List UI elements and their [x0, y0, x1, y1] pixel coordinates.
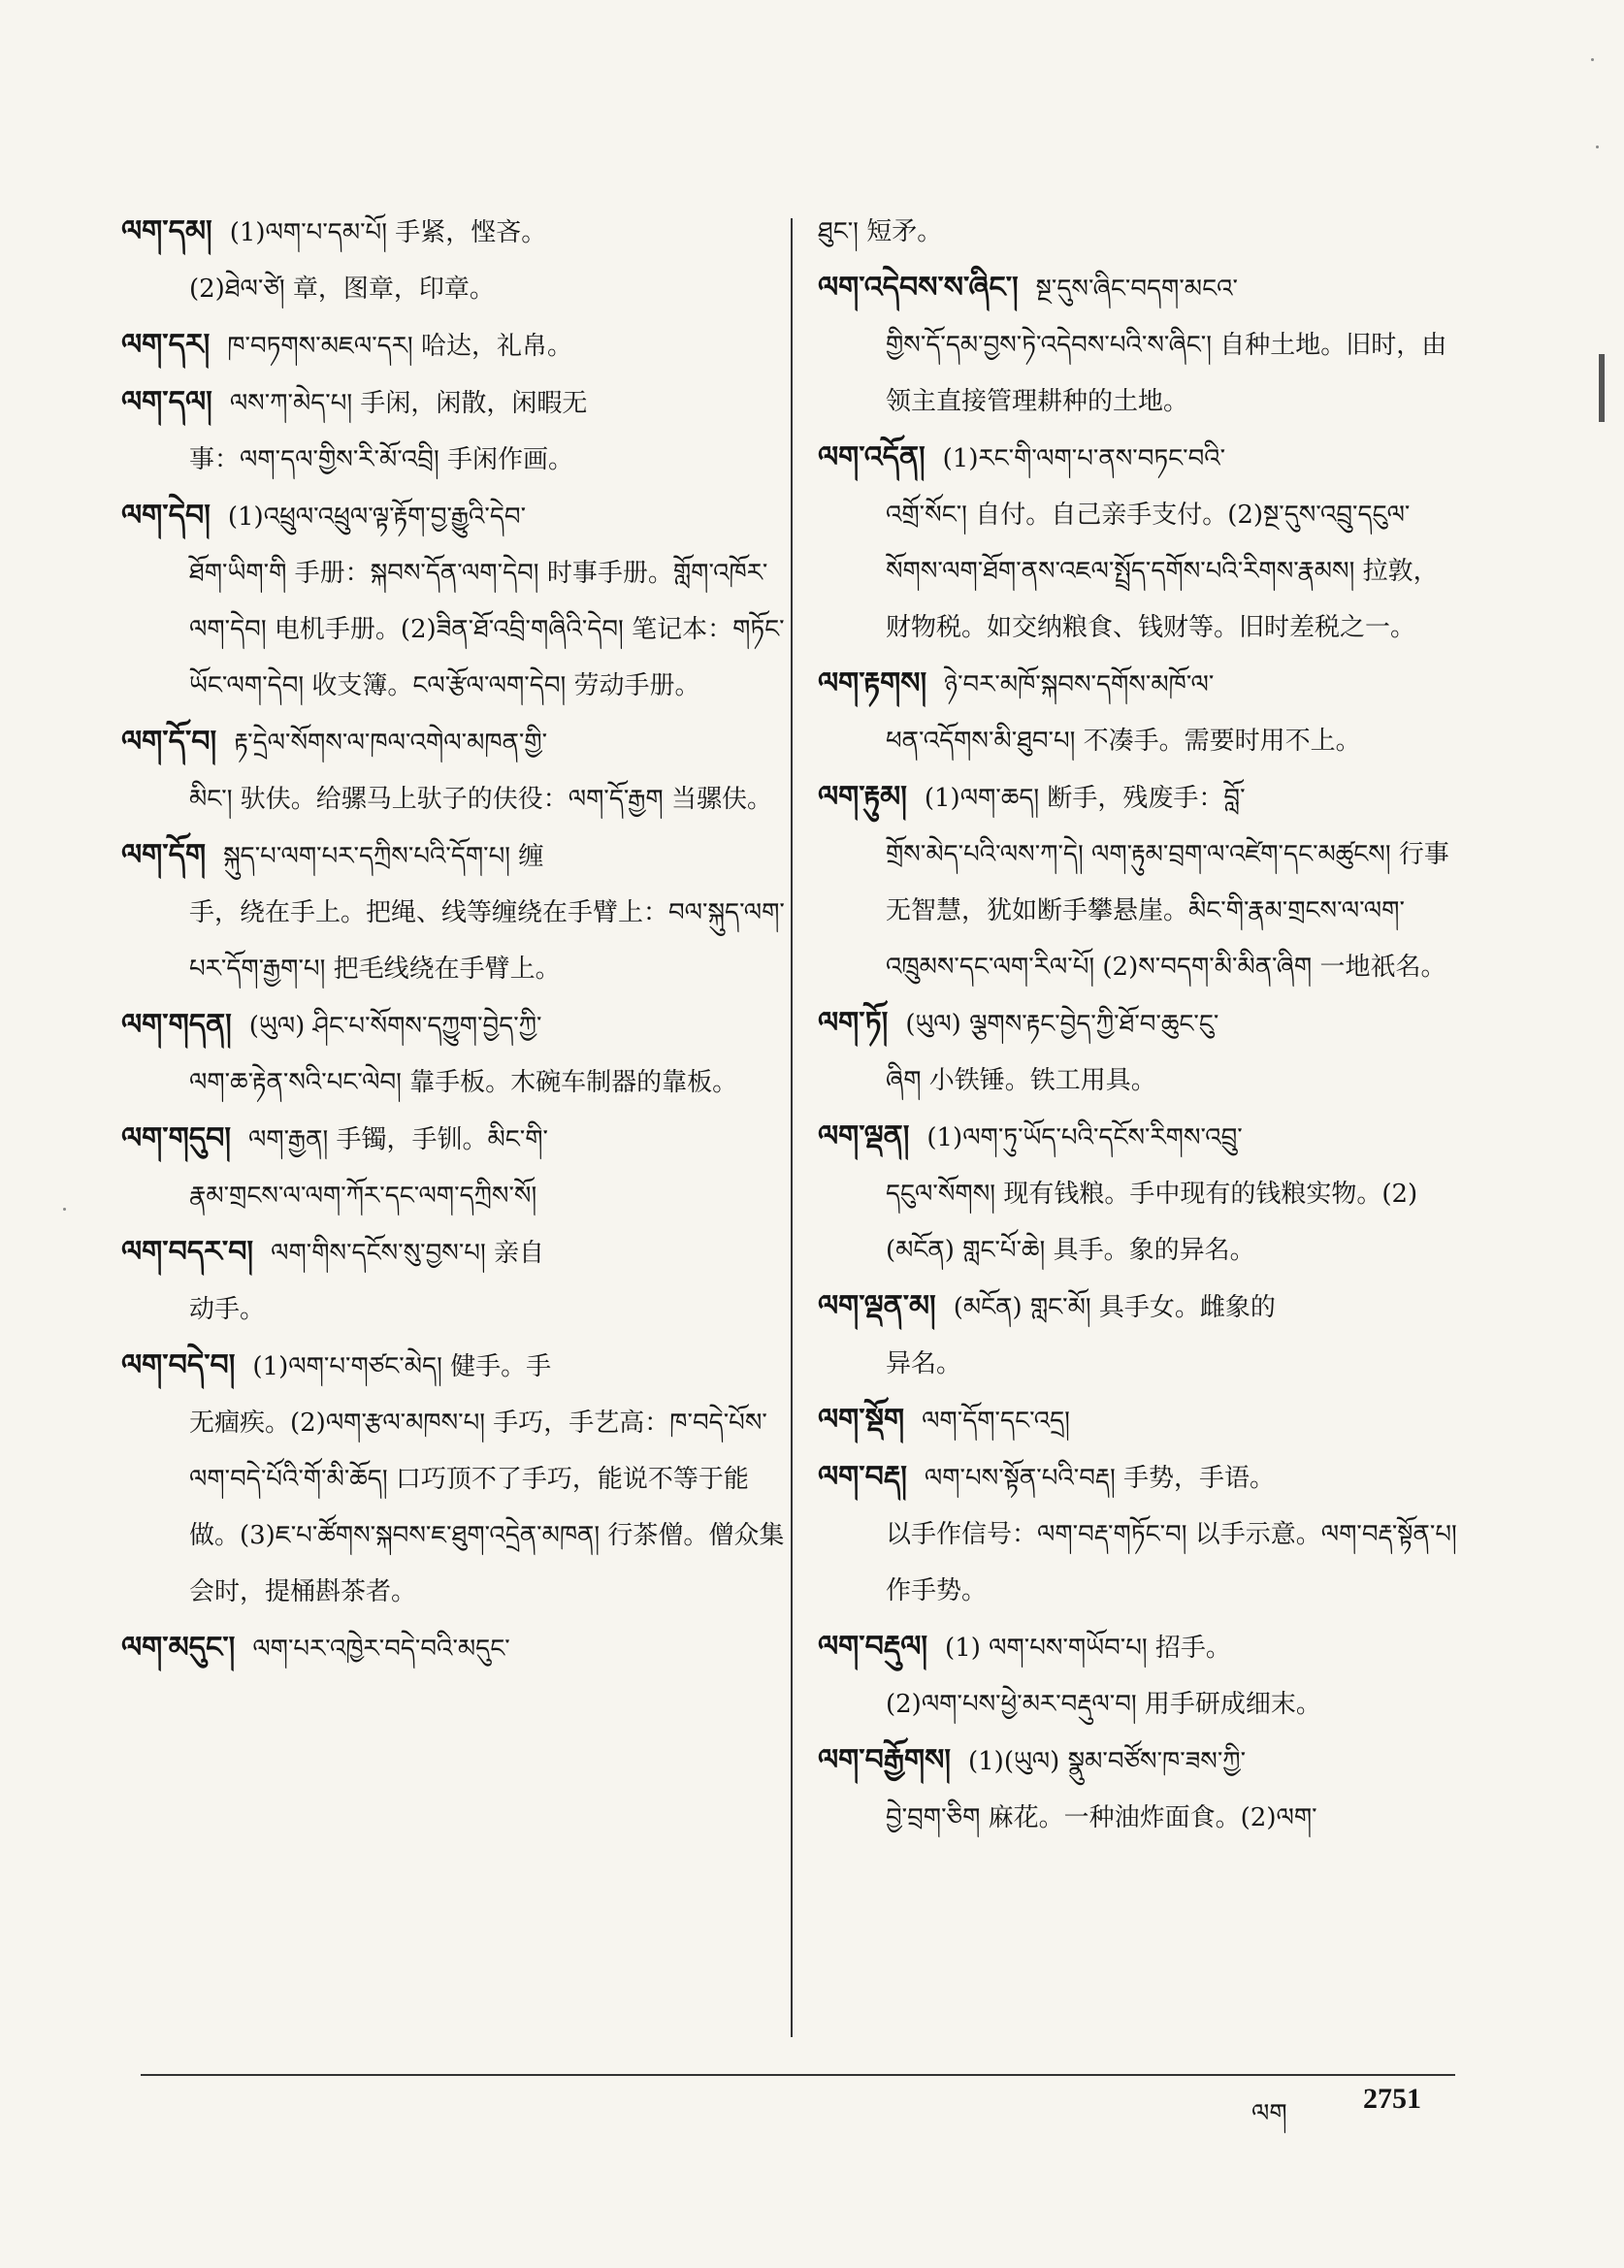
entry-headword: ལག་འདེབས་ས་ཞིང་།: [818, 271, 1019, 305]
entry-continuation: བྱེ་བྲག་ཅིག 麻花。一种油炸面食。(2)ལག་: [886, 1803, 1317, 1832]
entry-definition: ལས་ཀ་མེད་པ། 手闲，闲散，闲暇无: [229, 389, 588, 418]
right-column: [818, 204, 1458, 1846]
entry-definition: (1)རང་གི་ལག་པ་ནས་བཏང་བའི་: [942, 444, 1226, 473]
entry-headword: ལག་འདོན།: [818, 440, 926, 474]
entry-continuation: ལག་ཆ་རྟེན་སའི་པང་ལེབ། 靠手板。木碗车制器的靠板。: [189, 1068, 738, 1097]
entry-continuation: 以手作信号：ལག་བརྡ་གཏོང་བ། 以手示意。ལག་བརྡ་སྟོན་པ། 作手势。: [886, 1520, 1457, 1605]
entry-definition: རྟ་དྲེལ་སོགས་ལ་ཁལ་འགེལ་མཁན་གྱི་: [234, 729, 548, 758]
margin-tab-mark: [1599, 354, 1605, 422]
entry-continuation: འགྲོ་སོང་། 自付。自己亲手支付。(2)སྔ་དུས་འབྲུ་དངུལ་སོགས་ལག་ཐོག་ནས་འཇལ་སྤྲོད་དགོས་པའི་རིགས་རྣམས། 拉敦，财物税。如交纳粮食、钱财等。旧时差税之一。: [886, 501, 1439, 642]
dictionary-entry: [818, 656, 1458, 769]
dictionary-entry: [818, 430, 1458, 656]
column-divider: [791, 218, 793, 2037]
entry-definition: (1)ལག་པ་དམ་པོ། 手紧，悭吝。: [229, 218, 547, 247]
entry-definition: ལག་རྒྱན། 手镯，手钏。མིང་གི་: [247, 1125, 548, 1154]
entry-continuation: མིང་། 驮伕。给骡马上驮子的伕役：ལག་དོ་རྒྱག 当骡伕。: [189, 785, 772, 814]
entry-headword: ལག་མདུང་།: [121, 1631, 236, 1665]
entry-continuation: ཕན་འདོགས་མི་ཐུབ་པ། 不凑手。需要时用不上。: [886, 727, 1361, 756]
dictionary-entry: [818, 1279, 1458, 1392]
entry-definition: ལག་དོག་དང་འདྲ།: [922, 1407, 1070, 1436]
entry-headword: ལག་བརྒྱོགས།: [818, 1743, 951, 1777]
entry-headword: ལག་དོག: [121, 838, 207, 872]
entry-headword: ལག་དེབ།: [121, 499, 211, 533]
dictionary-entry: [121, 204, 791, 317]
entry-definition: (1)འཕྲུལ་འཕྲུལ་ལྟ་རྟོག་བྱ་རྒྱུའི་དེབ་: [227, 502, 527, 532]
entry-headword: ལག་དལ།: [121, 385, 212, 419]
entry-continuation: གྱིས་དོ་དམ་བྱས་ཏེ་འདེབས་པའི་ས་ཞིང་། 自种土地。旧时，由领主直接管理耕种的土地。: [886, 331, 1447, 416]
entry-definition: (1)ལག་ཆད། 断手，残废手：བློ་: [924, 784, 1246, 813]
entry-continuation: 手，绕在手上。把绳、线等缠绕在手臂上：བལ་སྐུད་ལག་པར་དོག་རྒྱག་པ། 把毛线绕在手臂上。: [189, 898, 785, 984]
dictionary-entry: [121, 827, 791, 997]
dictionary-entry: [818, 260, 1458, 430]
page-number: 2751: [1363, 2083, 1421, 2115]
entry-definition: (1) ལག་པས་གཡོབ་པ། 招手。: [945, 1634, 1231, 1663]
scan-speck: [1591, 58, 1594, 61]
entry-continuation: ཐོག་ཡིག་གི 手册：སྐབས་དོན་ལག་དེབ། 时事手册。གློག་འཁོར་ལག་དེབ། 电机手册。(2)ཟིན་ཐོ་འབྲི་གཞིའི་དེབ། 笔记本：གཏོང་ཡོང་ལག་དེབ། 收支簿。ངལ་རྩོལ་ལག་དེབ། 劳动手册。: [189, 559, 785, 700]
entry-definition: ལག་པར་འཁྱེར་བདེ་བའི་མདུང་: [252, 1635, 510, 1664]
entry-continuation: དངུལ་སོགས། 现有钱粮。手中现有的钱粮实物。(2)(མངོན) གླང་པོ་ཆེ། 具手。象的异名。: [886, 1180, 1418, 1265]
entry-definition: (ཡུལ) ཤིང་པ་སོགས་དཀྱུག་བྱེད་ཀྱི་: [248, 1012, 542, 1041]
dictionary-entry: [818, 204, 1458, 260]
entry-headword: ལག་བརྡ།: [818, 1460, 907, 1494]
dictionary-entry: [121, 714, 791, 827]
left-column: [121, 204, 791, 1677]
entry-headword: ལག་ལྡན་མ།: [818, 1289, 936, 1323]
entry-continuation: 事：ལག་དལ་གྱིས་རི་མོ་འབྲི། 手闲作画。: [189, 445, 573, 474]
dictionary-entry: [818, 1109, 1458, 1279]
entry-continuation: གྲོས་མེད་པའི་ལས་ཀ་དེ། ལག་རྟུམ་བྲག་ལ་འཛེག་དང་མཚུངས། 行事无智慧，犹如断手攀悬崖。མིང་གི་རྣམ་གྲངས་ལ་ལག་འཁྲུམས་དང་ལག་རིལ་པོ། (2)ས་བདག་མི་མིན་ཞིག 一地祇名。: [886, 840, 1449, 982]
dictionary-entry: [121, 317, 791, 374]
entry-continuation: 动手。: [189, 1295, 266, 1324]
entry-continuation: (2)ལག་པས་ཕྱེ་མར་བརྡུལ་བ། 用手研成细末。: [886, 1690, 1321, 1719]
entry-definition: ཁ་བཏགས་མཇལ་དར། 哈达，礼帛。: [227, 332, 572, 361]
dictionary-entry: [818, 769, 1458, 995]
entry-definition: (1)ལག་པ་གཙང་མེད། 健手。手: [252, 1352, 552, 1381]
entry-headword: ལག་རྟུམ།: [818, 780, 907, 814]
dictionary-entry: [121, 488, 791, 714]
entry-headword: ལག་བརྡུལ།: [818, 1630, 928, 1664]
entry-continuation: རྣམ་གྲངས་ལ་ལག་ཀོར་དང་ལག་དཀྲིས་སོ།: [189, 1182, 537, 1211]
entry-continuation: ཞིག 小铁锤。铁工用具。: [886, 1066, 1156, 1095]
entry-definition: ལག་པས་སྟོན་པའི་བརྡ། 手势，手语。: [924, 1464, 1275, 1493]
entry-headword: ལག་དམ།: [121, 214, 212, 248]
dictionary-entry: [121, 1620, 791, 1677]
entry-definition: ཐུང་། 短矛。: [818, 217, 943, 246]
entry-definition: (མངོན) གླང་མོ། 具手女。雌象的: [953, 1293, 1276, 1322]
entry-definition: ལག་གིས་དངོས་སུ་བྱས་པ། 亲自: [271, 1239, 544, 1268]
entry-definition: (1)ལག་ཏུ་ཡོད་པའི་དངོས་རིགས་འབྲུ་: [926, 1123, 1243, 1152]
dictionary-entry: [818, 1449, 1458, 1619]
scan-speck: [1596, 146, 1599, 148]
dictionary-entry: [121, 1224, 791, 1338]
dictionary-entry: [818, 1733, 1458, 1846]
footer-rule: [141, 2074, 1455, 2076]
dictionary-entry: [121, 997, 791, 1111]
entry-headword: ལག་སྡོག: [818, 1403, 905, 1437]
running-head-word: ལག: [1251, 2099, 1287, 2128]
dictionary-entry: [818, 1619, 1458, 1733]
entry-headword: ལག་ལྡན།: [818, 1119, 910, 1153]
entry-headword: ལག་ཏོ།: [818, 1006, 889, 1040]
entry-definition: སྐུད་པ་ལག་པར་དཀྲིས་པའི་དོག་པ། 缠: [223, 842, 544, 871]
entry-definition: ཉེ་བར་མཁོ་སྐབས་དགོས་མཁོ་ལ་: [944, 670, 1215, 699]
entry-headword: ལག་བདེ་བ།: [121, 1348, 236, 1382]
entry-headword: ལག་གདན།: [121, 1008, 232, 1042]
dictionary-entry: [121, 1111, 791, 1224]
dictionary-entry: [818, 1392, 1458, 1449]
entry-definition: སྔ་དུས་ཞིང་བདག་མངའ་: [1035, 275, 1238, 304]
entry-continuation: 异名。: [886, 1349, 962, 1378]
entry-headword: ལག་དར།: [121, 328, 211, 362]
entry-headword: ལག་རྟགས།: [818, 666, 927, 700]
dictionary-entry: [121, 1338, 791, 1620]
entry-headword: ལག་དོ་བ།: [121, 725, 217, 759]
dictionary-entry: [121, 374, 791, 488]
dictionary-entry: [818, 995, 1458, 1109]
entry-definition: (ཡུལ) ལྕགས་རྟང་བྱེད་ཀྱི་ཐོ་བ་ཆུང་ངུ་: [905, 1010, 1219, 1039]
scan-speck: [63, 1208, 66, 1211]
entry-definition: (1)(ཡུལ) སྣུམ་བཙོས་ཁ་ཟས་ཀྱི་: [967, 1747, 1247, 1776]
entry-continuation: (2)ཐེལ་ཙེ། 章，图章，印章。: [189, 275, 495, 304]
entry-headword: ལག་གདུབ།: [121, 1121, 231, 1155]
entry-continuation: 无痼疾。(2)ལག་རྩལ་མཁས་པ། 手巧，手艺高：ཁ་བདེ་པོས་ལག་བདེ་པོའི་གོ་མི་ཆོད། 口巧顶不了手巧，能说不等于能做。(3)ཇ་པ་ཚོགས་སྐབས་ཇ་ཐུག་འདྲེན་མཁན། 行茶僧。僧众集会时，提桶斟茶者。: [189, 1409, 785, 1606]
entry-headword: ལག་བདར་བ།: [121, 1235, 254, 1269]
